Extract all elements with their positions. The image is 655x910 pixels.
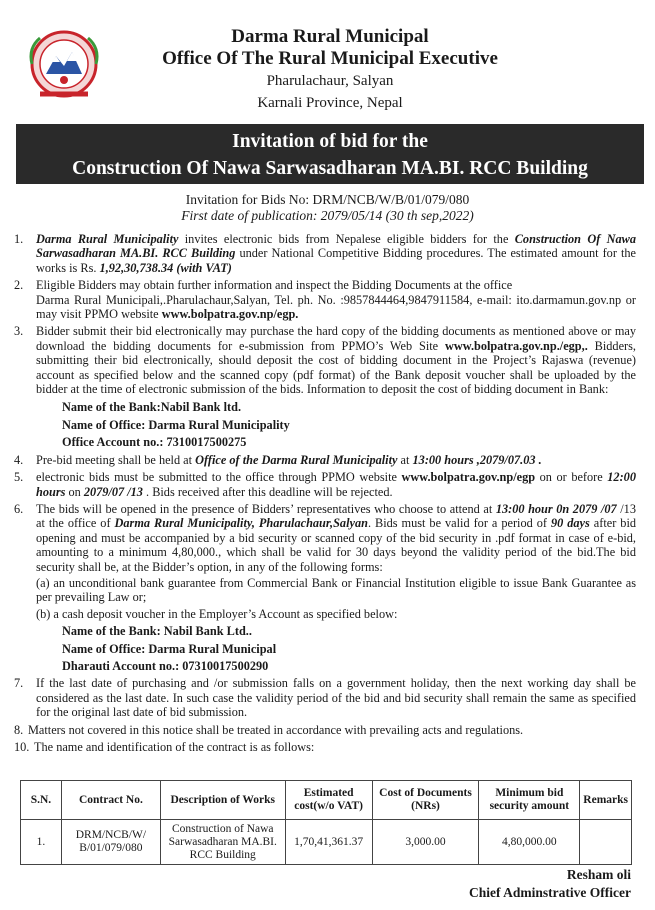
clause-4 [14,453,636,467]
deposit-account-number: Dharauti Account no.: 07310017500290 [62,658,269,673]
clause-text: invites electronic bids from Nepalese eligible bidders for the [178,232,515,246]
clause-text: If the last date of purchasing and /or submission falls on a government holiday, then the next working day shall be considered as the last date. In such case the validity period of the bid and bid security shall remain the same as specified for the original last date of bid submission. [36,676,636,720]
ppmo-website-link[interactable]: www.bolpatra.gov.np/egp. [161,307,299,322]
clause-3 [14,324,636,449]
clause-7 [14,676,636,719]
clause-text: The name and identification of the contract is as follows: [34,740,315,754]
clause-text: Matters not covered in this notice shall be treated in accordance with prevailing acts and regulations. [28,722,524,737]
clause-text: on or before [535,470,608,485]
notice-title-banner [16,124,644,184]
office-name-line: Name of Office: Darma Rural Municipal [62,641,277,656]
security-option-a: (a) an unconditional bank guarantee from Commercial Bank or Financial Institution eligible to issue Bank Guarantee as per prevailing Law or; [36,575,636,605]
clause-text: Darma Rural Municipality [36,232,179,246]
table-header-row [21,781,632,820]
project-name: Construction Of Nawa Sarwasadharan MA.BI. RCC Building [36,232,636,261]
column-header: Description of Works [160,781,285,820]
municipality-emblem-icon [22,28,106,102]
clause-number: 10. [14,740,30,754]
table-cell: 1. [21,820,62,865]
validity-period: 90 days [550,516,590,531]
clause-2 [14,278,636,321]
security-option-b: (b) a cash deposit voucher in the Employer’s Account as specified below: [36,606,398,621]
opening-venue: Darma Rural Municipality, Pharulachaur,Salyan [114,516,368,531]
office-name-line: Name of Office: Darma Rural Municipality [62,417,290,432]
estimated-amount: 1,92,30,738.34 (with VAT) [99,260,232,275]
column-header: Contract No. [61,781,160,820]
ppmo-website-link[interactable]: www.bolpatra.gov.np./egp,. [444,338,588,353]
signature-block [469,866,631,902]
column-header: Minimum bid security amount [479,781,580,820]
table-cell: Construction of Nawa Sarwasadharan MA.BI. RCC Building [160,820,285,865]
column-header: Cost of Documents (NRs) [372,781,479,820]
clause-number: 4. [14,452,24,467]
clause-number: 8. [14,722,24,737]
address-line: Pharulachaur, Salyan [266,73,394,89]
clause-text: on [65,484,84,499]
meeting-time: 13:00 hours ,2079/07.03 . [412,452,542,467]
opening-time: 13:00 hour 0n 2079 /07 [495,501,617,516]
clause-text: at [397,452,413,467]
clause-number: 3. [14,324,24,339]
clause-text: electronic bids must be submitted to the office through PPMO website [36,470,402,485]
banner-line-1: Invitation of bid for the [232,131,428,152]
clause-text: . Bids received after this deadline will be rejected. [142,484,393,499]
publication-date: First date of publication: 2079/05/14 (30 th sep,2022) [181,208,474,223]
clause-text: Pre-bid meeting shall be held at [36,452,196,467]
meeting-venue: Office of the Darma Rural Municipality [195,452,398,467]
clause-number: 2. [14,278,24,293]
signatory-title: Chief Adminstrative Officer [469,885,631,900]
deadline-date: 2079/07 /13 [83,484,143,499]
clause-6 [14,502,636,574]
clause-text: Bidder submit their bid electronically may purchase the hard copy of the bidding documents as mentioned above or may download the bidding documents for e-submission from PPMO’s Web Site [36,324,636,353]
notice-body [14,232,636,754]
clause-10 [14,740,636,754]
banner-line-2: Construction Of Nawa Sarwasadharan MA.BI. RCC Building [72,158,588,179]
clause-number: 7. [14,676,24,691]
office-name: Office Of The Rural Municipal Executive [162,48,498,69]
column-header: Remarks [580,781,632,820]
contact-details: Darma Rural Municipali,.Pharulachaur,Salyan, Tel. ph. No. :9857844464,9847911584, e-mail: ito.darmamun.gov.np or may visit PPMO website [36,292,636,322]
letterhead [110,26,550,114]
clause-text: The bids will be opened in the presence of Bidders’ representatives who choose to attend at [36,501,496,516]
bid-number: Invitation for Bids No: DRM/NCB/W/B/01/079/080 [185,192,470,207]
province-line: Karnali Province, Nepal [257,95,403,111]
clause-text: under National Competitive Bidding procedures. The estimated amount for the works is Rs. [36,246,636,275]
clause-number: 1. [14,232,24,246]
column-header: S.N. [21,781,62,820]
bid-reference [0,192,655,224]
clause-1 [14,232,636,275]
clause-text: after bid opening and must be accompanied by a bid security or scanned copy of the bid security in .pdf format in case of e-bid, amounting to a minimum 4,80,000., which shall be valid for 30 days beyond the validity period of the bid.The bid security shall be, at the Bidder’s option, in any of the following forms: [36,516,637,574]
table-row [21,820,632,865]
clause-text: . Bids must be valid for a period of [367,516,551,531]
clause-text: /13 at the office of [36,501,636,531]
clause-8 [14,723,636,737]
table-cell [580,820,632,865]
office-account-number: Office Account no.: 7310017500275 [62,435,247,450]
table-cell: 4,80,000.00 [479,820,580,865]
table-cell: DRM/NCB/W/ B/01/079/080 [61,820,160,865]
signatory-name: Resham oli [566,867,631,882]
table-cell: 1,70,41,361.37 [285,820,372,865]
contract-table [20,780,632,865]
bank-name: Name of the Bank: Nabil Bank Ltd.. [62,624,252,639]
municipality-name: Darma Rural Municipal [231,26,429,47]
clause-5 [14,470,636,499]
column-header: Estimated cost(w/o VAT) [285,781,372,820]
clause-text: Eligible Bidders may obtain further information and inspect the Bidding Documents at the office [36,278,513,293]
clause-number: 5. [14,470,24,485]
table-cell: 3,000.00 [372,820,479,865]
deadline-time: 12:00 hours [36,470,636,499]
clause-number: 6. [14,501,24,516]
ppmo-website-link[interactable]: www.bolpatra.gov.np/egp [401,470,536,485]
clause-text: Bidders, submitting their bid electronically, should deposit the cost of bidding document in the Project’s Rajaswa (revenue) account as specified below and the scanned copy (pdf format) of the Bank deposit voucher shall be uploaded by the bidder at the time of electronic submission of the bids. Information to deposit the cost of bidding document in Bank: [36,338,636,397]
bank-name: Name of the Bank:Nabil Bank ltd. [62,400,242,415]
